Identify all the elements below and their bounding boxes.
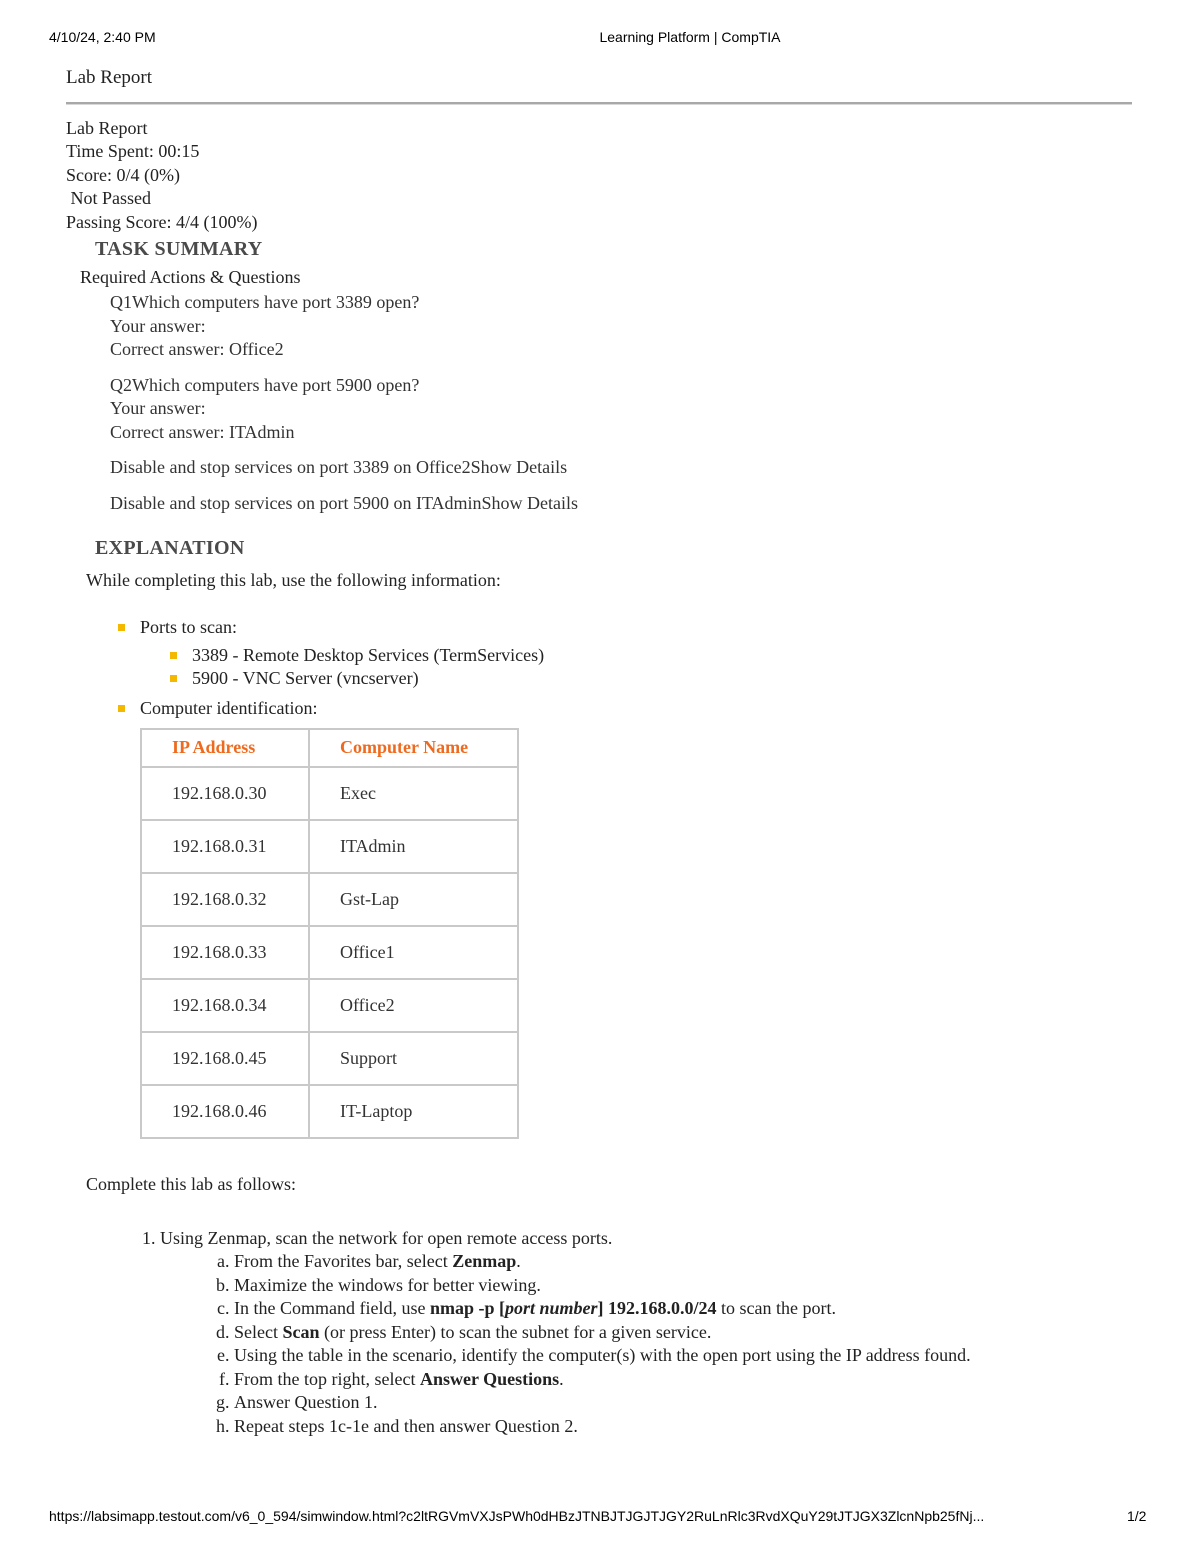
table-row	[141, 1085, 518, 1138]
lab-report-content	[66, 66, 1132, 1438]
port-number-placeholder: port number	[504, 1298, 598, 1318]
print-header	[0, 29, 1200, 49]
computer-table	[140, 728, 519, 1139]
report-summary	[66, 117, 1132, 235]
substep-b: b. Maximize the windows for better viewing.	[234, 1274, 1132, 1298]
print-page-title: Learning Platform | CompTIA	[599, 29, 781, 45]
explanation-intro: While completing this lab, use the following information:	[86, 569, 501, 590]
ports-label: Ports to scan:	[140, 617, 237, 637]
table-row	[141, 767, 518, 820]
substep-c-text: In the Command field, use	[234, 1298, 430, 1318]
task-summary-title: TASK SUMMARY	[95, 238, 263, 260]
action-disable-5900[interactable]: Disable and stop services on port 5900 on ITAdminShow Details	[110, 492, 578, 513]
table-row	[141, 1032, 518, 1085]
page-number: 1/2	[1127, 1508, 1147, 1524]
ip-cell: 192.168.0.34	[141, 979, 309, 1032]
question-1-text: Q1Which computers have port 3389 open?	[110, 292, 420, 312]
pass-status: Not Passed	[66, 188, 151, 208]
substep-c	[234, 1297, 1132, 1321]
name-cell: Gst-Lap	[309, 873, 518, 926]
report-title: Lab Report	[66, 117, 148, 138]
ports-list	[170, 644, 1132, 691]
header-computer-name: Computer Name	[309, 729, 518, 767]
port-3389: 3389 - Remote Desktop Services (TermServices)	[170, 644, 1132, 668]
print-url: https://labsimapp.testout.com/v6_0_594/simwindow.html?c2ltRGVmVXJsPWh0dHBzJTNBJTJGJTJGY2RuLnRlc3RvdXQuY29tJTJGX3ZlcnNpb25fNj...	[49, 1508, 985, 1524]
zenmap-keyword: Zenmap	[452, 1251, 517, 1271]
question-2-text: Q2Which computers have port 5900 open?	[110, 374, 420, 395]
ip-cell: 192.168.0.31	[141, 820, 309, 873]
question-2-correct-answer: Correct answer: ITAdmin	[110, 421, 295, 442]
substep-d-text: Select	[234, 1321, 283, 1342]
table-row	[141, 820, 518, 873]
computer-id-label: Computer identification:	[140, 697, 318, 718]
substep-e: e. Using the table in the scenario, identify the computer(s) with the open port using the IP address found.	[234, 1344, 1132, 1368]
substep-g: g. Answer Question 1.	[234, 1391, 1132, 1415]
ip-cell: 192.168.0.30	[141, 767, 309, 820]
action-disable-3389[interactable]: Disable and stop services on port 3389 on Office2Show Details	[110, 457, 568, 477]
question-1-your-answer: Your answer:	[110, 315, 206, 336]
nmap-command	[430, 1298, 717, 1318]
header-ip-address: IP Address	[141, 729, 309, 767]
name-cell: Office2	[309, 979, 518, 1032]
explanation-title: EXPLANATION	[95, 537, 245, 559]
substep-c-end: to scan the port.	[716, 1298, 836, 1318]
name-cell: Office1	[309, 926, 518, 979]
table-row	[141, 873, 518, 926]
passing-score: Passing Score: 4/4 (100%)	[66, 211, 258, 232]
name-cell: IT-Laptop	[309, 1085, 518, 1138]
required-actions-heading: Required Actions & Questions	[80, 266, 301, 287]
info-list	[118, 616, 1132, 1139]
substep-a-text: From the Favorites bar, select	[234, 1251, 453, 1271]
name-cell: Exec	[309, 767, 518, 820]
step-1-text: Using Zenmap, scan the network for open remote access ports.	[160, 1227, 613, 1248]
table-row	[141, 926, 518, 979]
port-5900: 5900 - VNC Server (vncserver)	[170, 667, 1132, 691]
substeps-list	[160, 1250, 1132, 1438]
steps-list	[66, 1227, 1132, 1439]
list-item	[118, 697, 1132, 1140]
print-date: 4/10/24, 2:40 PM	[49, 29, 156, 45]
name-cell: ITAdmin	[309, 820, 518, 873]
page-heading: Lab Report	[66, 67, 153, 88]
table-header-row	[141, 729, 518, 767]
question-1-correct-answer: Correct answer: Office2	[110, 339, 284, 359]
substep-h: h. Repeat steps 1c-1e and then answer Question 2.	[234, 1415, 1132, 1439]
ip-cell: 192.168.0.45	[141, 1032, 309, 1085]
substep-f	[234, 1368, 1132, 1392]
substep-f-text: From the top right, select	[234, 1368, 420, 1389]
substep-a	[234, 1250, 1132, 1274]
answer-questions-keyword: Answer Questions	[419, 1368, 560, 1389]
substep-f-end: .	[559, 1368, 564, 1389]
scan-keyword: Scan	[282, 1321, 320, 1342]
time-spent: Time Spent: 00:15	[66, 141, 200, 161]
nmap-command-end: ] 192.168.0.0/24	[597, 1298, 717, 1318]
question-1	[110, 291, 1132, 362]
print-footer	[0, 1508, 1200, 1528]
nmap-command-start: nmap -p [	[429, 1298, 505, 1318]
substep-a-end: .	[516, 1251, 521, 1271]
ip-cell: 192.168.0.33	[141, 926, 309, 979]
heading-divider	[66, 102, 1132, 105]
score: Score: 0/4 (0%)	[66, 164, 180, 185]
question-2	[110, 374, 1132, 445]
substep-d-end: (or press Enter) to scan the subnet for a given service.	[319, 1321, 712, 1342]
complete-intro: Complete this lab as follows:	[86, 1174, 296, 1194]
ip-cell: 192.168.0.46	[141, 1085, 309, 1138]
table-row	[141, 979, 518, 1032]
substep-d	[234, 1321, 1132, 1345]
ip-cell: 192.168.0.32	[141, 873, 309, 926]
step-1	[160, 1227, 1132, 1439]
list-item	[118, 616, 1132, 691]
name-cell: Support	[309, 1032, 518, 1085]
question-2-your-answer: Your answer:	[110, 398, 206, 418]
